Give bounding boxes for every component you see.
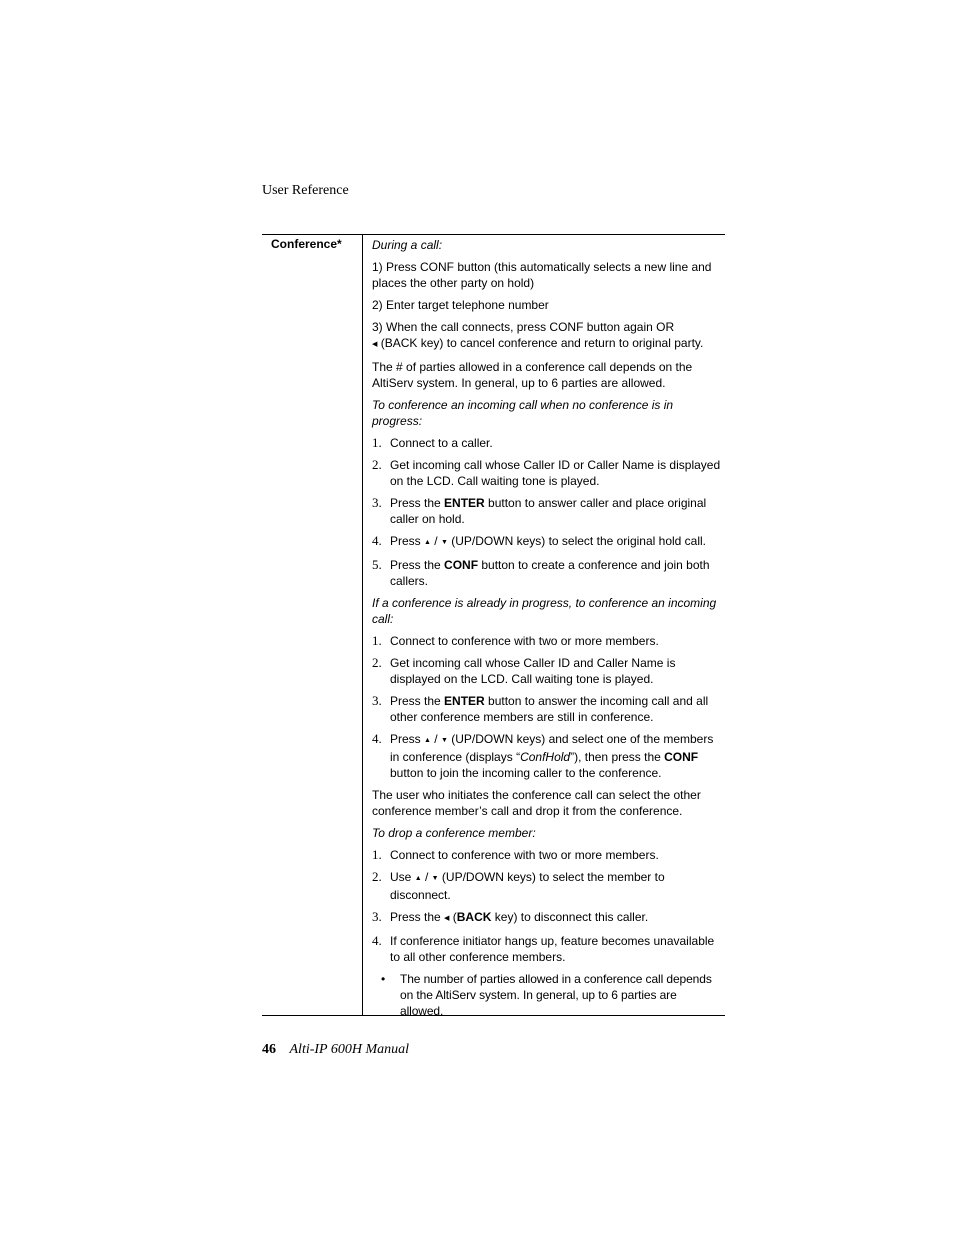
list-item: 2. Get incoming call whose Caller ID and Caller Name is displayed on the LCD. Call waiting tone is played. <box>372 655 676 686</box>
list-item: 1. Connect to conference with two or more members. <box>372 847 659 862</box>
initiator-note: The user who initiates the conference call can select the other conference member’s call and drop it from the conference. <box>372 788 701 818</box>
drop-member-steps <box>372 847 722 965</box>
up-arrow-icon: ▲ <box>414 875 422 882</box>
during-call-heading: During a call: <box>372 238 443 252</box>
during-call-step-2: 2) Enter target telephone number <box>372 298 549 312</box>
up-arrow-icon: ▲ <box>424 737 431 744</box>
list-item: 1. Connect to conference with two or more members. <box>372 633 659 648</box>
list-item: 1. Connect to a caller. <box>372 435 493 450</box>
list-item: 3. Press the ENTER button to answer caller and place original caller on hold. <box>372 495 707 526</box>
drop-member-heading: To drop a conference member: <box>372 826 536 840</box>
page-number: 46 <box>262 1042 276 1057</box>
parties-note: The # of parties allowed in a conference call depends on the AltiServ system. In general, up to 6 parties are allowed. <box>372 360 693 390</box>
list-item: 5. Press the CONF button to create a conference and join both callers. <box>372 557 710 588</box>
list-item: 4. If conference initiator hangs up, feature becomes unavailable to all other conference members. <box>372 933 715 964</box>
feature-description <box>372 237 722 1025</box>
feature-label: Conference* <box>271 237 342 251</box>
incoming-in-conf-steps <box>372 633 722 781</box>
list-item: 2. Use ▲ / ▼ (UP/DOWN keys) to select the member to disconnect. <box>372 869 665 902</box>
down-arrow-icon: ▼ <box>431 875 439 882</box>
list-item: 4. Press ▲ / ▼ (UP/DOWN keys) and select one of the members in conference (displays “ConfHold”), then press the CONF button to join the incoming caller to the conference. <box>372 731 714 780</box>
incoming-in-conf-heading: If a conference is already in progress, to conference an incoming call: <box>372 596 717 626</box>
feature-table <box>262 234 725 1016</box>
bullet-icon: • <box>381 972 386 986</box>
during-call-step-3: 3) When the call connects, press CONF button again OR ◀ (BACK key) to cancel conference and return to original party. <box>372 320 704 350</box>
left-arrow-icon: ◀ <box>372 341 378 348</box>
running-header: User Reference <box>262 183 349 198</box>
bullet-note: • The number of parties allowed in a conference call depends on the AltiServ system. In general, up to 6 parties are allowed. <box>381 972 712 1018</box>
list-item: 2. Get incoming call whose Caller ID or Caller Name is displayed on the LCD. Call waiting tone is played. <box>372 457 721 488</box>
column-divider <box>362 235 363 1015</box>
down-arrow-icon: ▼ <box>440 737 448 744</box>
incoming-no-conf-heading: To conference an incoming call when no conference is in progress: <box>372 398 674 428</box>
down-arrow-icon: ▼ <box>440 539 448 546</box>
list-item: 3. Press the ENTER button to answer the incoming call and all other conference members are still in conference. <box>372 693 709 724</box>
list-item: 4. Press ▲ / ▼ (UP/DOWN keys) to select the original hold call. <box>372 533 707 548</box>
manual-title: Alti-IP 600H Manual <box>289 1042 410 1057</box>
page-footer <box>262 1042 409 1058</box>
left-arrow-icon: ◀ <box>444 915 450 922</box>
list-item: 3. Press the ◀ (BACK key) to disconnect this caller. <box>372 909 649 924</box>
incoming-no-conf-steps <box>372 435 722 589</box>
up-arrow-icon: ▲ <box>424 539 431 546</box>
during-call-step-1: 1) Press CONF button (this automatically selects a new line and places the other party on hold) <box>372 260 712 290</box>
